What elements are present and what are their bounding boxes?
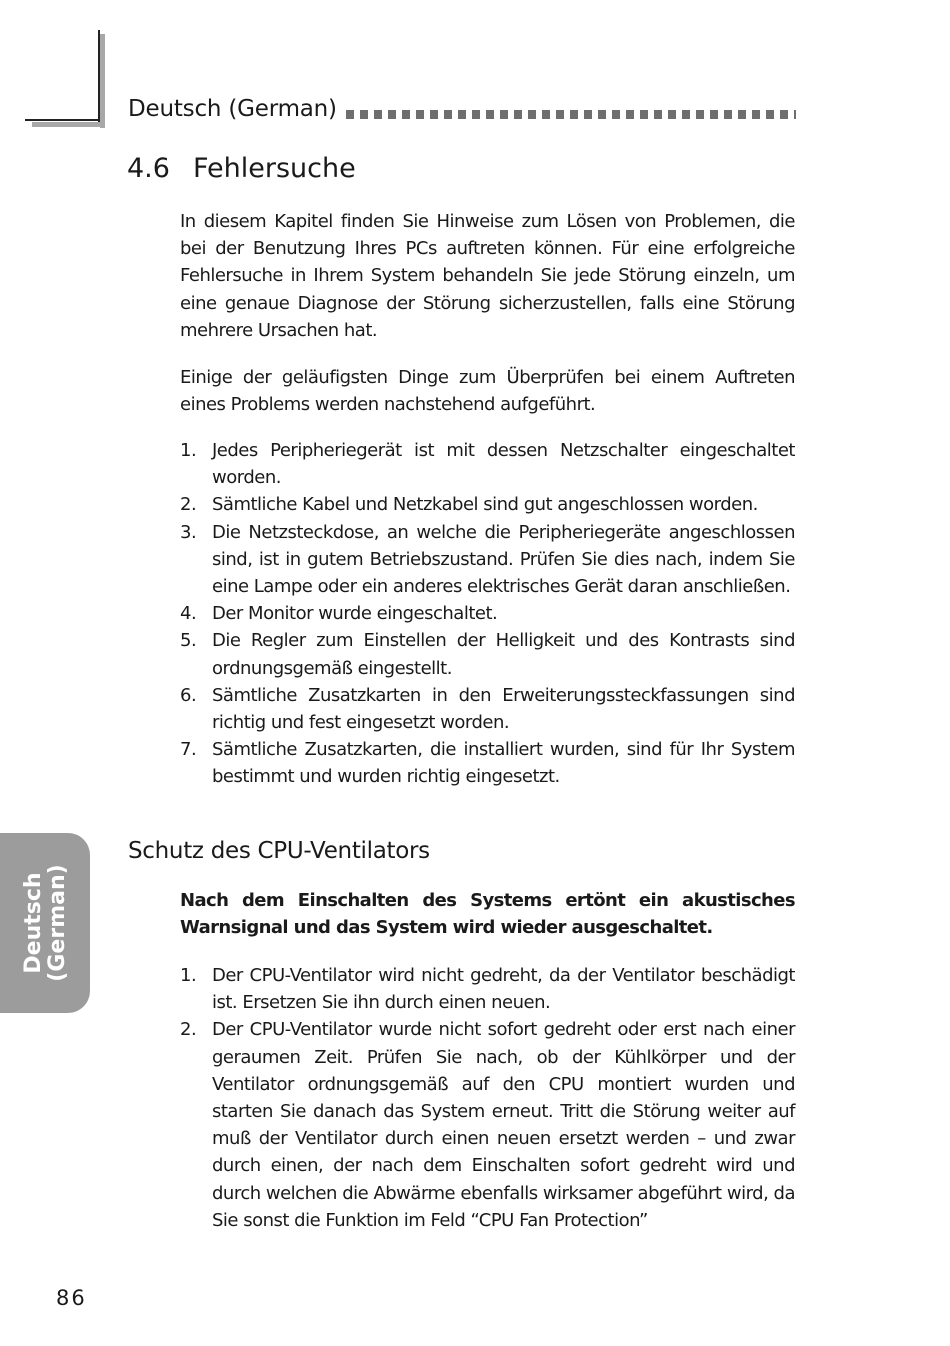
item-number: 2. (180, 1019, 197, 1041)
cpu-fan-list (180, 962, 795, 1234)
running-header-label: Deutsch (German) (128, 96, 337, 122)
item-number: 1. (180, 965, 197, 986)
paragraph-text: In diesem Kapitel finden Sie Hinweise zum Lösen von Problemen, die bei der Benutzung Ihres PCs auftreten können. Für eine erfolgreiche Fehlersuche in Ihrem System behandeln Sie jede Störung einzeln, um eine genaue Diagnose der Störung sicherzustellen, falls eine Störung mehrere Ursachen hat. (180, 211, 795, 341)
header-dotted-rule (346, 110, 796, 119)
checklist-intro-paragraph (180, 364, 795, 418)
item-text: Jedes Peripheriegerät ist mit dessen Netzschalter eingeschaltet worden. (212, 440, 795, 489)
checklist-item (180, 736, 795, 790)
symptom-text: Nach dem Einschalten des Systems ertönt ein akustisches Warnsignal und das System wird wieder ausgeschaltet. (180, 890, 795, 939)
chapter-number: 4.6 (127, 153, 170, 184)
item-number: 1. (180, 440, 197, 461)
language-side-tab (0, 833, 90, 1013)
corner-frame-shadow-vertical (100, 34, 105, 128)
cpu-fan-item (180, 962, 795, 1016)
chapter-title (127, 151, 356, 187)
corner-frame-shadow-horizontal (32, 122, 105, 127)
item-text: Der Monitor wurde eingeschaltet. (212, 603, 498, 625)
checklist-item (180, 627, 795, 681)
cpu-fan-item (180, 1016, 795, 1234)
checklist (180, 437, 795, 791)
symptom-paragraph (180, 887, 795, 941)
item-text: Sämtliche Zusatzkarten, die installiert wurden, sind für Ihr System bestimmt und wurden richtig eingesetzt. (212, 739, 795, 788)
item-text: Sämtliche Zusatzkarten in den Erweiterungssteckfassungen sind richtig und fest eingesetzt worden. (212, 684, 795, 734)
item-number: 7. (180, 739, 197, 761)
checklist-item (180, 519, 795, 601)
cpu-fan-section-heading: Schutz des CPU-Ventilators (128, 838, 430, 864)
item-number: 3. (180, 521, 197, 543)
paragraph-text: Einige der geläufigsten Dinge zum Überprüfen bei einem Auftreten eines Problems werden nachstehend aufgeführt. (180, 367, 795, 416)
item-text: Der CPU-Ventilator wurde nicht sofort gedreht oder erst nach einer geraumen Zeit. Prüfen Sie nach, ob der Kühlkörper und der Ventilator ordnungsgemäß auf den CPU montiert wurden und starten Sie danach das System erneut. Tritt die Störung weiter auf muß der Ventilator durch einen neuen ersetzt werden – und zwar durch einen, der nach dem Einschalten sofort gedreht wird und durch welchen die Abwärme ebenfalls wirksamer abgeführt wird, da Sie sonst die Funktion im Feld “CPU Fan Protection” (212, 1019, 795, 1231)
item-text: Die Netzsteckdose, an welche die Peripheriegeräte angeschlossen sind, ist in gutem Betriebszustand. Prüfen Sie dies nach, indem Sie eine Lampe oder ein anderes elektrisches Gerät daran anschließen. (212, 521, 795, 598)
checklist-item (180, 600, 795, 627)
item-number: 2. (180, 494, 197, 516)
side-tab-line-1: Deutsch (21, 872, 46, 974)
item-text: Die Regler zum Einstellen der Helligkeit und des Kontrasts sind ordnungsgemäß eingestellt. (212, 630, 795, 679)
chapter-title-text: Fehlersuche (193, 153, 356, 184)
checklist-item (180, 437, 795, 491)
side-tab-line-2: (German) (45, 864, 70, 982)
corner-frame-line-vertical (98, 30, 100, 122)
checklist-item (180, 682, 795, 736)
item-number: 4. (180, 603, 197, 625)
corner-frame-line-horizontal (25, 119, 100, 121)
item-number: 6. (180, 684, 197, 706)
checklist-item (180, 491, 795, 518)
side-tab-label (22, 864, 70, 981)
intro-paragraph (180, 208, 795, 344)
page-number: 86 (56, 1286, 87, 1310)
item-text: Sämtliche Kabel und Netzkabel sind gut angeschlossen worden. (212, 494, 758, 516)
item-number: 5. (180, 630, 197, 652)
item-text: Der CPU-Ventilator wird nicht gedreht, da der Ventilator beschädigt ist. Ersetzen Sie ihn durch einen neuen. (212, 965, 795, 1014)
